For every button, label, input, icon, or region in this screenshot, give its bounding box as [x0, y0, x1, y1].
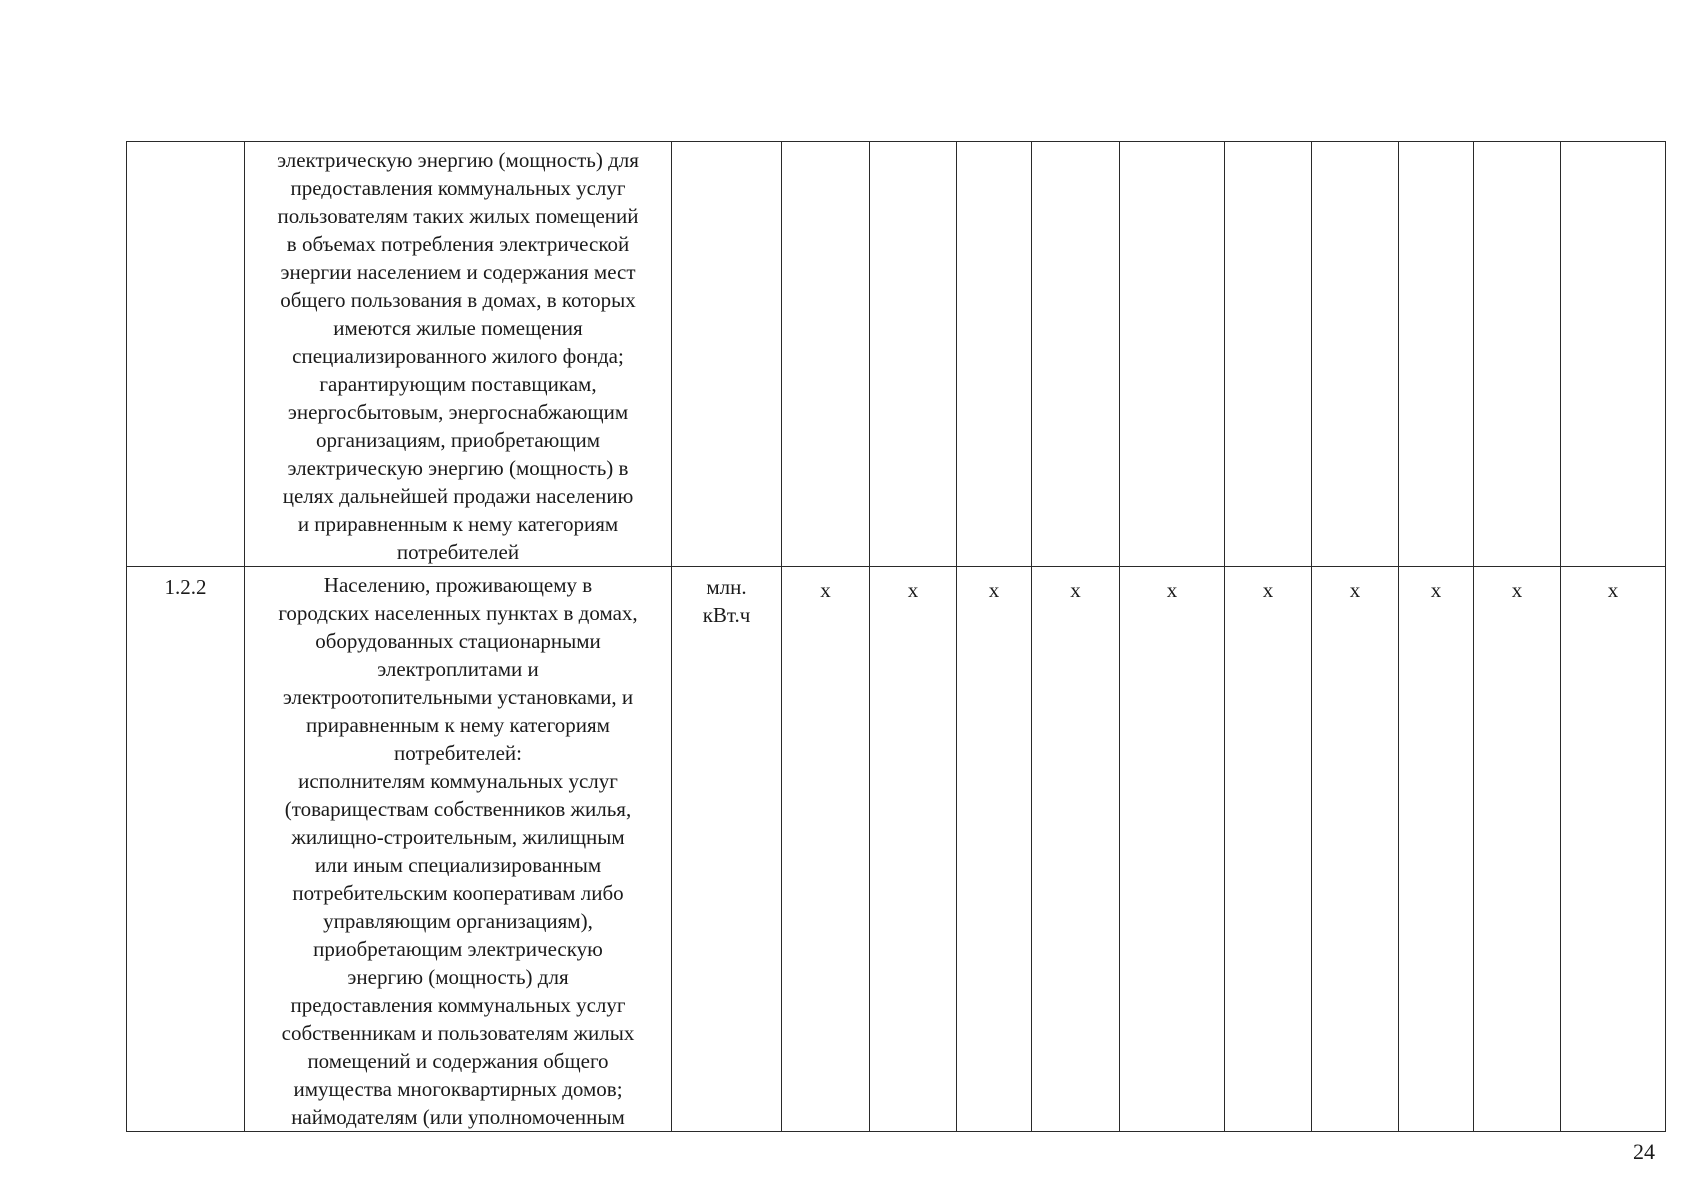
value-cell: x	[1474, 567, 1561, 1132]
value-cell	[1399, 142, 1474, 567]
value-cell: x	[782, 567, 870, 1132]
value-cell	[957, 142, 1032, 567]
page-number: 24	[1633, 1139, 1655, 1164]
value-cell	[1312, 142, 1399, 567]
value-cell: x	[870, 567, 957, 1132]
value-cell	[870, 142, 957, 567]
row-unit-cell: млн. кВт.ч	[672, 567, 782, 1132]
row-description-cell: Населению, проживающему в городских населенных пунктах в домах, оборудованных стационарными электроплитами и электроотопительными установками, и приравненным к нему категориям потребителей: исполнителям коммунальных услуг (товариществам собственников жилья, жилищно-строительным, жилищным или иным специализированным потребительским кооперативам либо управляющим организациям), приобретающим электрическую энергию (мощность) для предоставления коммунальных услуг собственникам и пользователям жилых помещений и содержания общего имущества многоквартирных домов; наймодателям (или уполномоченным	[245, 567, 672, 1132]
value-cell: x	[1120, 567, 1225, 1132]
table-row	[127, 142, 1666, 567]
value-cell: x	[1312, 567, 1399, 1132]
data-table	[126, 141, 1666, 1132]
table-row	[127, 567, 1666, 1132]
value-cell	[1032, 142, 1120, 567]
value-cell: x	[957, 567, 1032, 1132]
row-number-cell	[127, 142, 245, 567]
row-number-cell: 1.2.2	[127, 567, 245, 1132]
value-cell: x	[1561, 567, 1666, 1132]
row-description-cell: электрическую энергию (мощность) для предоставления коммунальных услуг пользователям таких жилых помещений в объемах потребления электрической энергии населением и содержания мест общего пользования в домах, в которых имеются жилые помещения специализированного жилого фонда; гарантирующим поставщикам, энергосбытовым, энергоснабжающим организациям, приобретающим электрическую энергию (мощность) в целях дальнейшей продажи населению и приравненным к нему категориям потребителей	[245, 142, 672, 567]
value-cell: x	[1399, 567, 1474, 1132]
value-cell	[1474, 142, 1561, 567]
value-cell: x	[1032, 567, 1120, 1132]
value-cell: x	[1225, 567, 1312, 1132]
row-unit-cell	[672, 142, 782, 567]
value-cell	[1561, 142, 1666, 567]
value-cell	[1225, 142, 1312, 567]
value-cell	[1120, 142, 1225, 567]
value-cell	[782, 142, 870, 567]
